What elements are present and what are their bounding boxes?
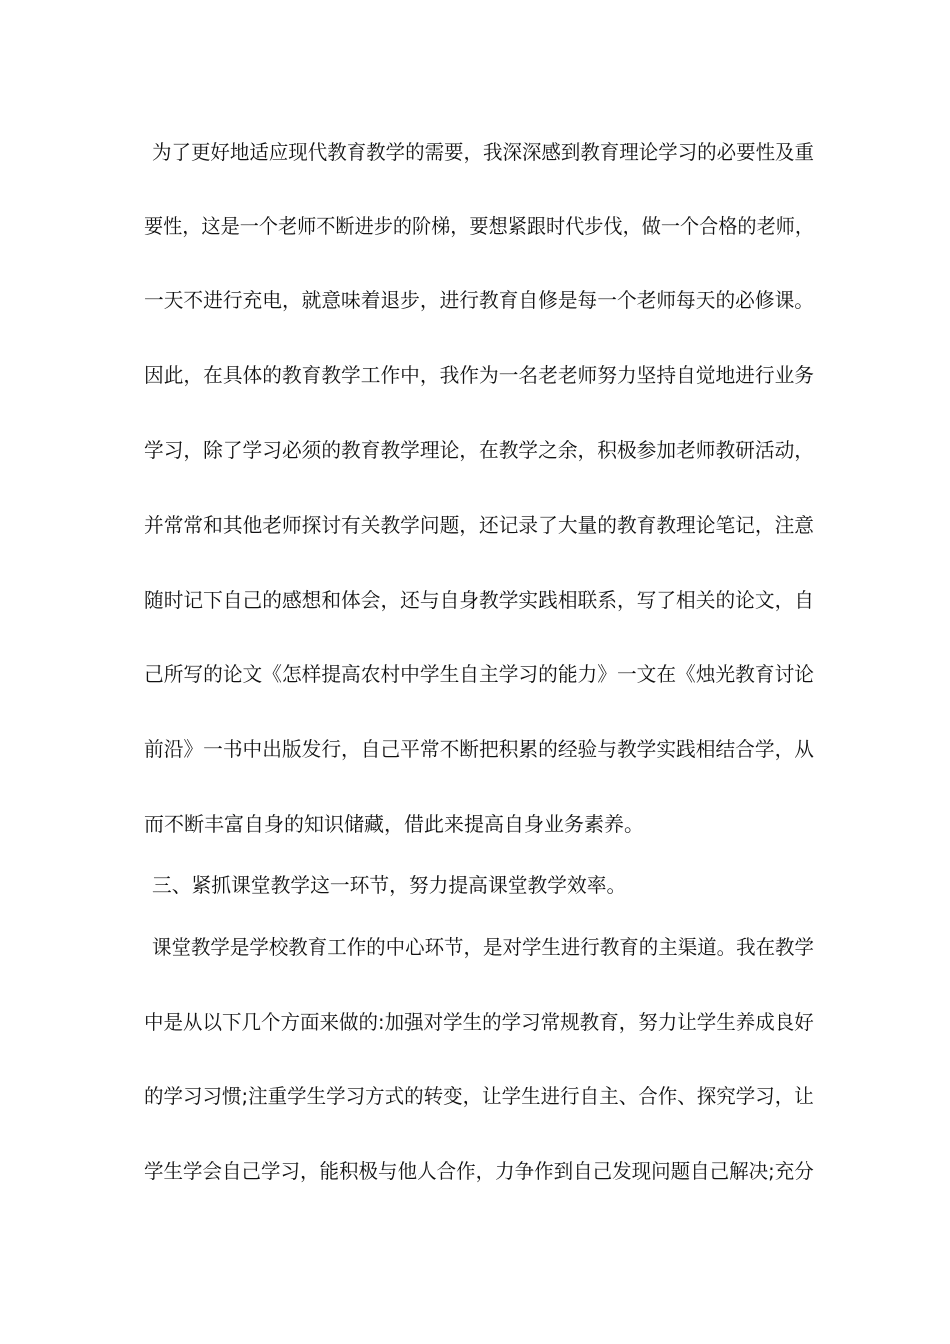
paragraph-line: 而不断丰富自身的知识储藏，借此来提高自身业务素养。 (144, 812, 644, 836)
paragraph-line: 学习，除了学习必须的教育教学理论，在教学之余，积极参加老师教研活动， (144, 438, 814, 462)
paragraph-line: 课堂教学是学校教育工作的中心环节，是对学生进行教育的主渠道。我在教学 (152, 935, 814, 959)
paragraph-line: 为了更好地适应现代教育教学的需要，我深深感到教育理论学习的必要性及重 (152, 140, 814, 164)
paragraph-line: 随时记下自己的感想和体会，还与自身教学实践相联系，写了相关的论文，自 (144, 588, 814, 612)
paragraph-line: 因此，在具体的教育教学工作中，我作为一名老老师努力坚持自觉地进行业务 (144, 363, 814, 387)
paragraph-line: 要性，这是一个老师不断进步的阶梯，要想紧跟时代步伐，做一个合格的老师， (144, 214, 814, 238)
paragraph-line: 的学习习惯;注重学生学习方式的转变，让学生进行自主、合作、探究学习，让 (144, 1084, 814, 1108)
paragraph-line: 己所写的论文《怎样提高农村中学生自主学习的能力》一文在《烛光教育讨论 (144, 662, 814, 686)
paragraph-line: 一天不进行充电，就意味着退步，进行教育自修是每一个老师每天的必修课。 (144, 288, 814, 312)
paragraph-line: 中是从以下几个方面来做的:加强对学生的学习常规教育，努力让学生养成良好 (144, 1010, 814, 1034)
paragraph-line: 学生学会自己学习，能积极与他人合作，力争作到自己发现问题自己解决;充分 (144, 1159, 814, 1183)
paragraph-line: 前沿》一书中出版发行，自己平常不断把积累的经验与教学实践相结合学，从 (144, 737, 814, 761)
paragraph-line: 并常常和其他老师探讨有关教学问题，还记录了大量的教育教理论笔记，注意 (144, 513, 814, 537)
section-heading: 三、紧抓课堂教学这一环节，努力提高课堂教学效率。 (152, 873, 627, 897)
